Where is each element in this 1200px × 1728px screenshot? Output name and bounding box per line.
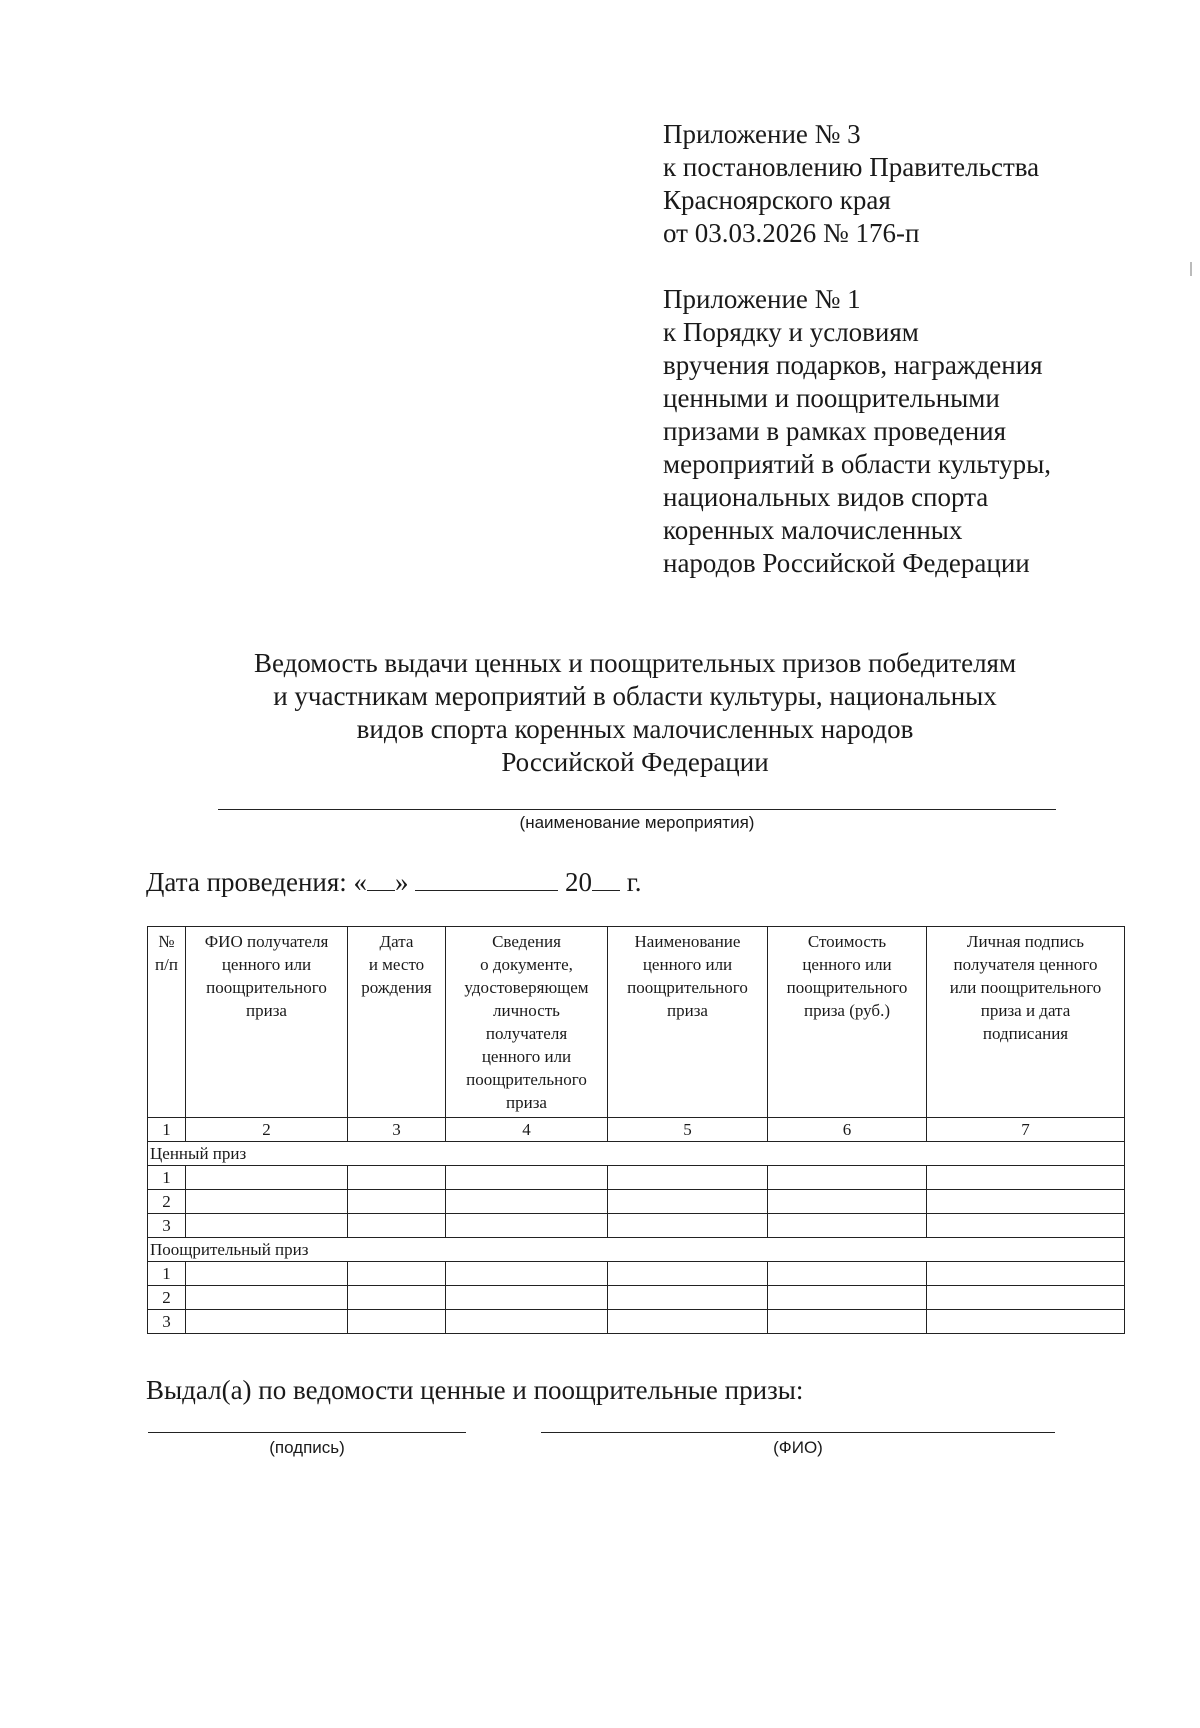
cell-recipient-name[interactable]	[186, 1166, 348, 1190]
table-row	[148, 1166, 1125, 1190]
scan-edge-mark	[1190, 262, 1192, 276]
appendix-1-line: к Порядку и условиям	[663, 317, 919, 347]
table-row	[148, 1286, 1125, 1310]
cell-birth-date-place[interactable]	[348, 1190, 446, 1214]
cell-id-document[interactable]	[446, 1190, 608, 1214]
column-number: 7	[927, 1118, 1125, 1142]
column-header-line: ценного или	[221, 955, 312, 974]
cell-id-document[interactable]	[446, 1286, 608, 1310]
table-row	[148, 1310, 1125, 1334]
event-name-field[interactable]	[218, 809, 1056, 810]
row-number: 1	[148, 1262, 186, 1286]
column-header-line: приза и дата	[980, 1001, 1071, 1020]
issued-by-statement: Выдал(а) по ведомости ценные и поощрительные призы:	[146, 1375, 804, 1405]
appendix-1-line: призами в рамках проведения	[663, 416, 1007, 446]
cell-signature-date[interactable]	[927, 1310, 1125, 1334]
section-row-incentive-prize	[148, 1238, 1125, 1262]
cell-recipient-name[interactable]	[186, 1190, 348, 1214]
year-prefix: 20	[565, 867, 593, 897]
cell-recipient-name[interactable]	[186, 1310, 348, 1334]
cell-birth-date-place[interactable]	[348, 1310, 446, 1334]
column-number-row	[148, 1118, 1125, 1142]
appendix-1-line: Приложение № 1	[663, 284, 861, 314]
column-header-line: Сведения	[492, 932, 561, 951]
cell-prize-cost[interactable]	[768, 1310, 927, 1334]
column-number: 6	[768, 1118, 927, 1142]
column-header-line: и место	[368, 955, 425, 974]
column-number: 2	[186, 1118, 348, 1142]
column-number: 4	[446, 1118, 608, 1142]
row-number: 3	[148, 1310, 186, 1334]
full-name-field[interactable]	[541, 1432, 1055, 1433]
title-line: Российской Федерации	[501, 747, 769, 777]
column-header-line: приза	[246, 1001, 287, 1020]
row-number: 2	[148, 1286, 186, 1310]
column-header-line: или поощрительного	[949, 978, 1102, 997]
cell-id-document[interactable]	[446, 1262, 608, 1286]
cell-prize-cost[interactable]	[768, 1190, 927, 1214]
column-header-line: о документе,	[480, 955, 573, 974]
year-suffix: г.	[626, 867, 642, 897]
table-row	[148, 1262, 1125, 1286]
appendix-1-line: ценными и поощрительными	[663, 383, 1000, 413]
column-header-line: ценного или	[802, 955, 892, 974]
cell-prize-name[interactable]	[608, 1286, 768, 1310]
row-number: 1	[148, 1166, 186, 1190]
column-header-line: приза (руб.)	[804, 1001, 890, 1020]
column-header-line: получателя ценного	[953, 955, 1098, 974]
cell-prize-cost[interactable]	[768, 1286, 927, 1310]
prize-register-table	[147, 926, 1125, 1334]
cell-id-document[interactable]	[446, 1166, 608, 1190]
date-open-quote: «	[353, 867, 368, 897]
appendix-3-line: от 03.03.2026 № 176-п	[663, 218, 920, 248]
column-number: 5	[608, 1118, 768, 1142]
appendix-1-header	[663, 283, 1143, 580]
cell-recipient-name[interactable]	[186, 1214, 348, 1238]
table-row	[148, 1190, 1125, 1214]
appendix-3-line: к постановлению Правительства	[663, 152, 1040, 182]
column-header	[148, 927, 186, 1118]
cell-birth-date-place[interactable]	[348, 1214, 446, 1238]
full-name-caption: (ФИО)	[773, 1438, 823, 1457]
title-line: Ведомость выдачи ценных и поощрительных призов победителям	[253, 648, 1017, 678]
cell-prize-name[interactable]	[608, 1310, 768, 1334]
column-header-line: приза	[506, 1093, 547, 1112]
cell-prize-name[interactable]	[608, 1190, 768, 1214]
column-number: 3	[348, 1118, 446, 1142]
date-label: Дата проведения:	[146, 867, 347, 897]
column-header-line: поощрительного	[786, 978, 908, 997]
cell-recipient-name[interactable]	[186, 1262, 348, 1286]
appendix-1-line: коренных малочисленных	[663, 515, 963, 545]
cell-signature-date[interactable]	[927, 1214, 1125, 1238]
column-header-line: Дата	[379, 932, 414, 951]
column-header-line: рождения	[361, 978, 432, 997]
appendix-1-line: национальных видов спорта	[663, 482, 989, 512]
column-header	[608, 927, 768, 1118]
column-header	[348, 927, 446, 1118]
date-close-quote: »	[395, 867, 409, 897]
signature-field[interactable]	[148, 1432, 466, 1433]
cell-signature-date[interactable]	[927, 1286, 1125, 1310]
column-header	[768, 927, 927, 1118]
appendix-1-line: вручения подарков, награждения	[663, 350, 1043, 380]
section-title: Поощрительный приз	[148, 1238, 1125, 1262]
column-header-line: получателя	[485, 1024, 568, 1043]
column-header-line: приза	[667, 1001, 708, 1020]
column-header	[446, 927, 608, 1118]
cell-prize-name[interactable]	[608, 1214, 768, 1238]
section-row-valuable-prize	[148, 1142, 1125, 1166]
cell-id-document[interactable]	[446, 1310, 608, 1334]
event-date-row	[146, 867, 642, 898]
cell-birth-date-place[interactable]	[348, 1166, 446, 1190]
cell-birth-date-place[interactable]	[348, 1262, 446, 1286]
column-header-line: Личная подпись	[966, 932, 1085, 951]
column-header-line: ценного или	[642, 955, 733, 974]
column-header-line: ФИО получателя	[204, 932, 329, 951]
column-header-line: п/п	[155, 955, 178, 974]
cell-birth-date-place[interactable]	[348, 1286, 446, 1310]
row-number: 2	[148, 1190, 186, 1214]
appendix-1-line: народов Российской Федерации	[663, 548, 1030, 578]
column-header-line: удостоверяющем	[464, 978, 589, 997]
appendix-3-line: Красноярского края	[663, 185, 891, 215]
cell-prize-name[interactable]	[608, 1166, 768, 1190]
column-header-line: личность	[493, 1001, 560, 1020]
cell-signature-date[interactable]	[927, 1166, 1125, 1190]
column-header	[186, 927, 348, 1118]
title-line: видов спорта коренных малочисленных народов	[356, 714, 914, 744]
column-header-line: поощрительного	[627, 978, 748, 997]
column-header	[927, 927, 1125, 1118]
cell-signature-date[interactable]	[927, 1190, 1125, 1214]
appendix-1-line: мероприятий в области культуры,	[663, 449, 1051, 479]
column-header-line: поощрительного	[206, 978, 327, 997]
table-row	[148, 1214, 1125, 1238]
cell-prize-name[interactable]	[608, 1262, 768, 1286]
column-header-line: Стоимость	[807, 932, 887, 951]
event-name-caption: (наименование мероприятия)	[519, 813, 755, 832]
column-header-line: поощрительного	[466, 1070, 587, 1089]
day-field[interactable]	[367, 868, 395, 891]
month-field[interactable]	[415, 868, 558, 891]
appendix-3-line: Приложение № 3	[663, 119, 861, 149]
column-header-line: №	[158, 932, 175, 951]
column-header-line: ценного или	[481, 1047, 572, 1066]
signature-caption: (подпись)	[269, 1438, 345, 1457]
cell-signature-date[interactable]	[927, 1262, 1125, 1286]
section-title: Ценный приз	[148, 1142, 1125, 1166]
title-line: и участникам мероприятий в области культуры, национальных	[273, 681, 997, 711]
cell-id-document[interactable]	[446, 1214, 608, 1238]
column-header-line: Наименование	[634, 932, 741, 951]
column-header-line: подписания	[982, 1024, 1069, 1043]
column-number: 1	[148, 1118, 186, 1142]
cell-prize-cost[interactable]	[768, 1262, 927, 1286]
cell-prize-cost[interactable]	[768, 1166, 927, 1190]
appendix-3-header	[663, 118, 1143, 250]
table-header-row	[148, 927, 1125, 1118]
cell-prize-cost[interactable]	[768, 1214, 927, 1238]
document-title	[130, 647, 1140, 779]
row-number: 3	[148, 1214, 186, 1238]
cell-recipient-name[interactable]	[186, 1286, 348, 1310]
year-field[interactable]	[592, 868, 620, 891]
